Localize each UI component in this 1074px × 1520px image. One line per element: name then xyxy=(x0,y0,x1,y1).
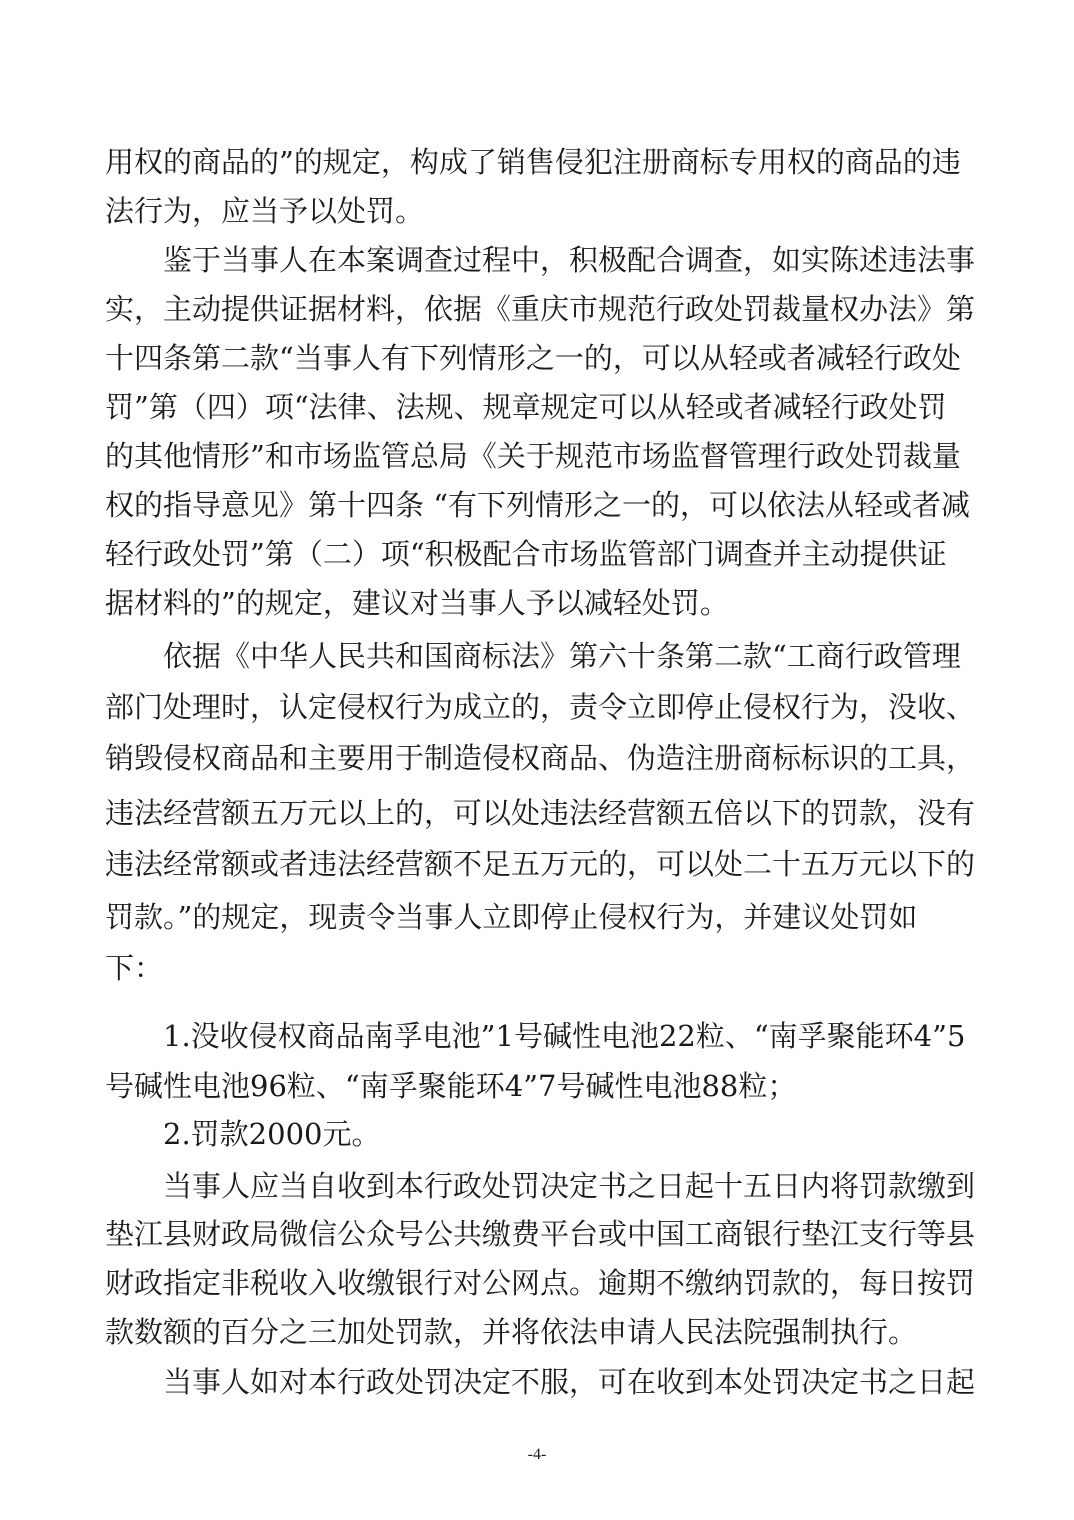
text-line-4: 实，主动提供证据材料，依据《重庆市规范行政处罚裁量权办法》第 xyxy=(105,292,976,326)
page-number: -4- xyxy=(527,1446,547,1463)
text-line-18: 1.没收侵权商品南孚电池”1号碱性电池22粒、“南孚聚能环4”5 xyxy=(163,1019,966,1053)
text-line-7: 的其他情形”和市场监管总局《关于规范市场监督管理行政处罚裁量 xyxy=(105,439,961,473)
text-line-20: 2.罚款2000元。 xyxy=(163,1117,381,1151)
text-line-6: 罚”第（四）项“法律、法规、规章规定可以从轻或者减轻行政处罚 xyxy=(105,390,947,424)
text-line-16: 罚款。”的规定，现责令当事人立即停止侵权行为，并建议处罚如 xyxy=(105,900,918,934)
text-line-2: 法行为，应当予以处罚。 xyxy=(105,194,425,228)
text-line-19: 号碱性电池96粒、“南孚聚能环4”7号碱性电池88粒； xyxy=(105,1069,797,1103)
text-line-24: 款数额的百分之三加处罚款，并将依法申请人民法院强制执行。 xyxy=(105,1315,918,1349)
text-line-13: 销毁侵权商品和主要用于制造侵权商品、伪造注册商标标识的工具， xyxy=(105,741,976,775)
text-line-21: 当事人应当自收到本行政处罚决定书之日起十五日内将罚款缴到 xyxy=(163,1169,976,1203)
text-line-5: 十四条第二款“当事人有下列情形之一的，可以从轻或者减轻行政处 xyxy=(105,341,961,375)
text-line-1: 用权的商品的”的规定，构成了销售侵犯注册商标专用权的商品的违 xyxy=(105,145,961,179)
text-line-15: 违法经常额或者违法经营额不足五万元的，可以处二十五万元以下的 xyxy=(105,847,976,881)
text-line-11: 依据《中华人民共和国商标法》第六十条第二款“工商行政管理 xyxy=(163,639,961,673)
text-line-10: 据材料的”的规定，建议对当事人予以减轻处罚。 xyxy=(105,586,729,620)
text-line-25: 当事人如对本行政处罚决定不服，可在收到本处罚决定书之日起 xyxy=(163,1365,976,1399)
text-line-3: 鉴于当事人在本案调查过程中，积极配合调查，如实陈述违法事 xyxy=(163,243,976,277)
text-line-8: 权的指导意见》第十四条 “有下列情形之一的，可以依法从轻或者减 xyxy=(105,488,971,522)
text-line-22: 垫江县财政局微信公众号公共缴费平台或中国工商银行垫江支行等县 xyxy=(105,1217,976,1251)
text-line-14: 违法经营额五万元以上的，可以处违法经营额五倍以下的罚款，没有 xyxy=(105,796,976,830)
text-line-12: 部门处理时，认定侵权行为成立的，责令立即停止侵权行为，没收、 xyxy=(105,690,976,724)
text-line-17: 下： xyxy=(105,951,164,985)
text-line-23: 财政指定非税收入收缴银行对公网点。逾期不缴纳罚款的，每日按罚 xyxy=(105,1266,976,1300)
text-line-9: 轻行政处罚”第（二）项“积极配合市场监管部门调查并主动提供证 xyxy=(105,537,947,571)
